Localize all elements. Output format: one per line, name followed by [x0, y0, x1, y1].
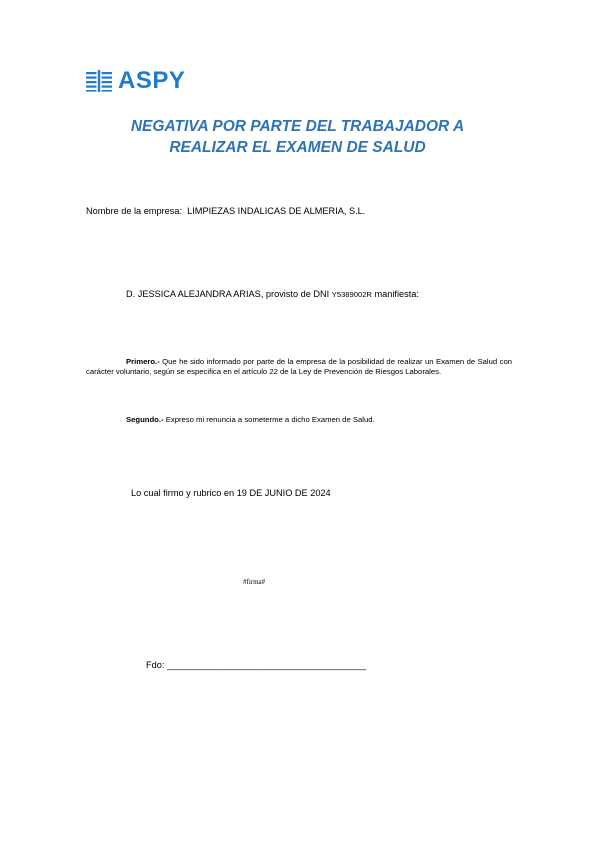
- clause-second-text: Expreso mi renuncia a someterme a dicho Examen de Salud.: [165, 415, 375, 424]
- fdo-label: Fdo:: [146, 660, 165, 670]
- declarant-name: D. JESSICA ALEJANDRA ARIAS: [126, 289, 261, 299]
- clause-second: [126, 415, 516, 425]
- clause-first: [86, 357, 512, 376]
- fdo-underline: _______________________________________: [166, 660, 367, 670]
- document-title-line-2: REALIZAR EL EXAMEN DE SALUD: [169, 139, 426, 156]
- logo-text: ASPY: [118, 67, 186, 94]
- signature-line: [146, 659, 366, 671]
- clause-first-label: Primero.-: [126, 357, 160, 366]
- company-name: LIMPIEZAS INDALICAS DE ALMERIA, S.L.: [187, 206, 366, 216]
- dni-value: Y5389002R: [331, 290, 372, 299]
- company-logo: [86, 66, 185, 96]
- company-line: [86, 205, 365, 217]
- company-label: Nombre de la empresa:: [86, 206, 183, 216]
- declaration-suffix: manifiesta:: [374, 289, 419, 299]
- signature-placeholder: #firma#: [243, 578, 266, 586]
- clause-second-label: Segundo.-: [126, 415, 164, 424]
- declarant-line: [126, 288, 419, 301]
- aspy-logo-icon: [86, 70, 112, 92]
- document-title-line-1: NEGATIVA POR PARTE DEL TRABAJADOR A: [130, 118, 465, 135]
- clause-first-text: Que he sido informado por parte de la empresa de la posibilidad de realizar un Examen de Salud con carácter voluntario, según se especifica en el artículo 22 de la Ley de Prevención de Riesgos Laborales.: [86, 357, 512, 376]
- dni-label: , provisto de DNI: [260, 289, 330, 299]
- signature-date-line: Lo cual firmo y rubrico en 19 DE JUNIO DE 2024: [131, 488, 331, 498]
